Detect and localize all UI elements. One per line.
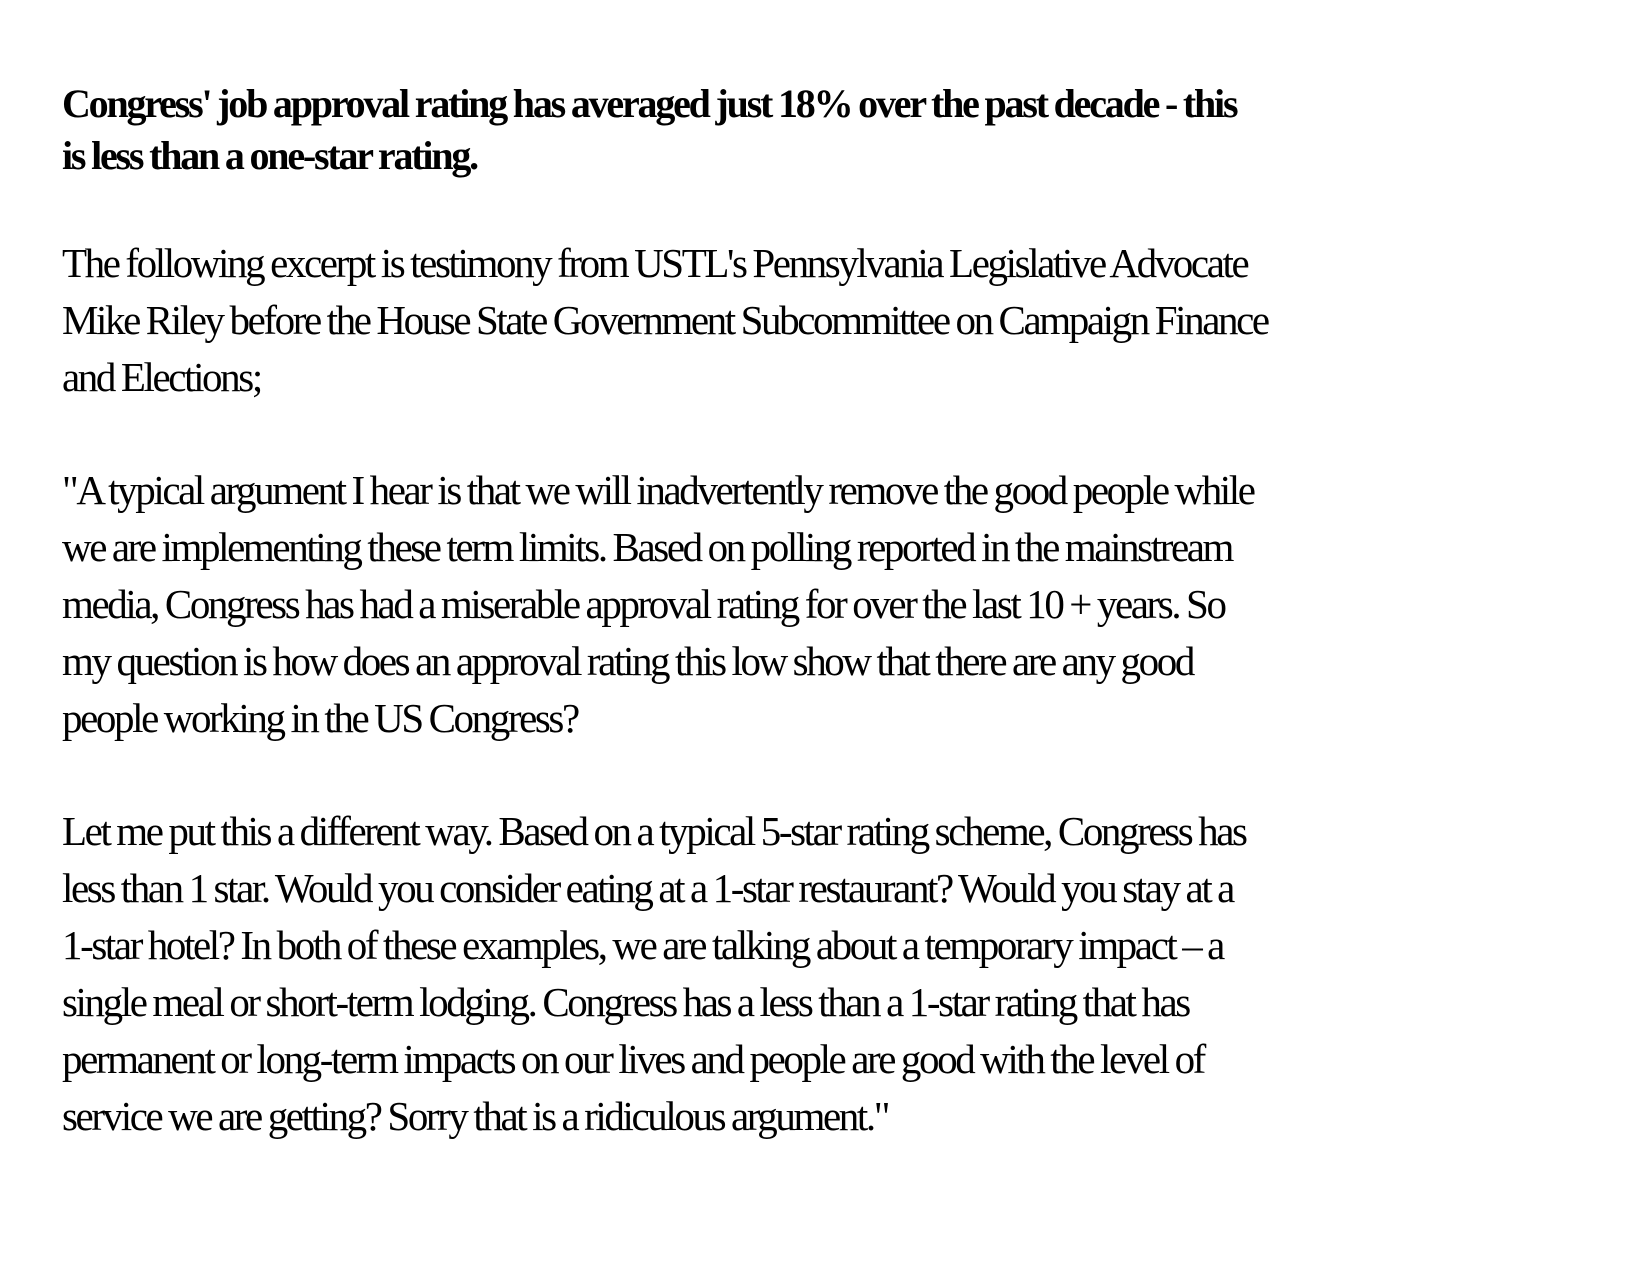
headline-line: is less than a one-star rating. xyxy=(62,133,477,178)
intro-paragraph xyxy=(62,235,1622,406)
quote-line: single meal or short-term lodging. Congress has a less than a 1-star rating that has xyxy=(62,979,1189,1025)
quote-line: we are implementing these term limits. Based on polling reported in the mainstream xyxy=(62,524,1233,570)
paragraph-gap xyxy=(62,747,1622,803)
quote-line: permanent or long-term impacts on our lives and people are good with the level of xyxy=(62,1036,1204,1082)
quote-line: service we are getting? Sorry that is a ridiculous argument." xyxy=(62,1093,889,1139)
quote-line: 1-star hotel? In both of these examples, we are talking about a temporary impact – a xyxy=(62,922,1223,968)
intro-line: The following excerpt is testimony from USTL's Pennsylvania Legislative Advocate xyxy=(62,240,1248,286)
quote-paragraph-1 xyxy=(62,462,1622,747)
quote-paragraph-2 xyxy=(62,803,1622,1145)
headline-line: Congress' job approval rating has averaged just 18% over the past decade - this xyxy=(62,81,1237,126)
paragraph-gap xyxy=(62,406,1622,462)
headline xyxy=(62,78,1622,182)
quote-line: "A typical argument I hear is that we will inadvertently remove the good people while xyxy=(62,467,1254,513)
intro-line: Mike Riley before the House State Government Subcommittee on Campaign Finance xyxy=(62,297,1268,343)
paragraph-gap xyxy=(62,182,1622,235)
intro-line: and Elections; xyxy=(62,354,261,400)
quote-line: people working in the US Congress? xyxy=(62,695,578,741)
quote-line: less than 1 star. Would you consider eating at a 1-star restaurant? Would you stay at a xyxy=(62,865,1233,911)
document-page xyxy=(62,78,1622,1145)
quote-line: my question is how does an approval rating this low show that there are any good xyxy=(62,638,1193,684)
quote-line: media, Congress has had a miserable approval rating for over the last 10 + years. So xyxy=(62,581,1225,627)
quote-line: Let me put this a different way. Based on a typical 5-star rating scheme, Congress has xyxy=(62,808,1246,854)
